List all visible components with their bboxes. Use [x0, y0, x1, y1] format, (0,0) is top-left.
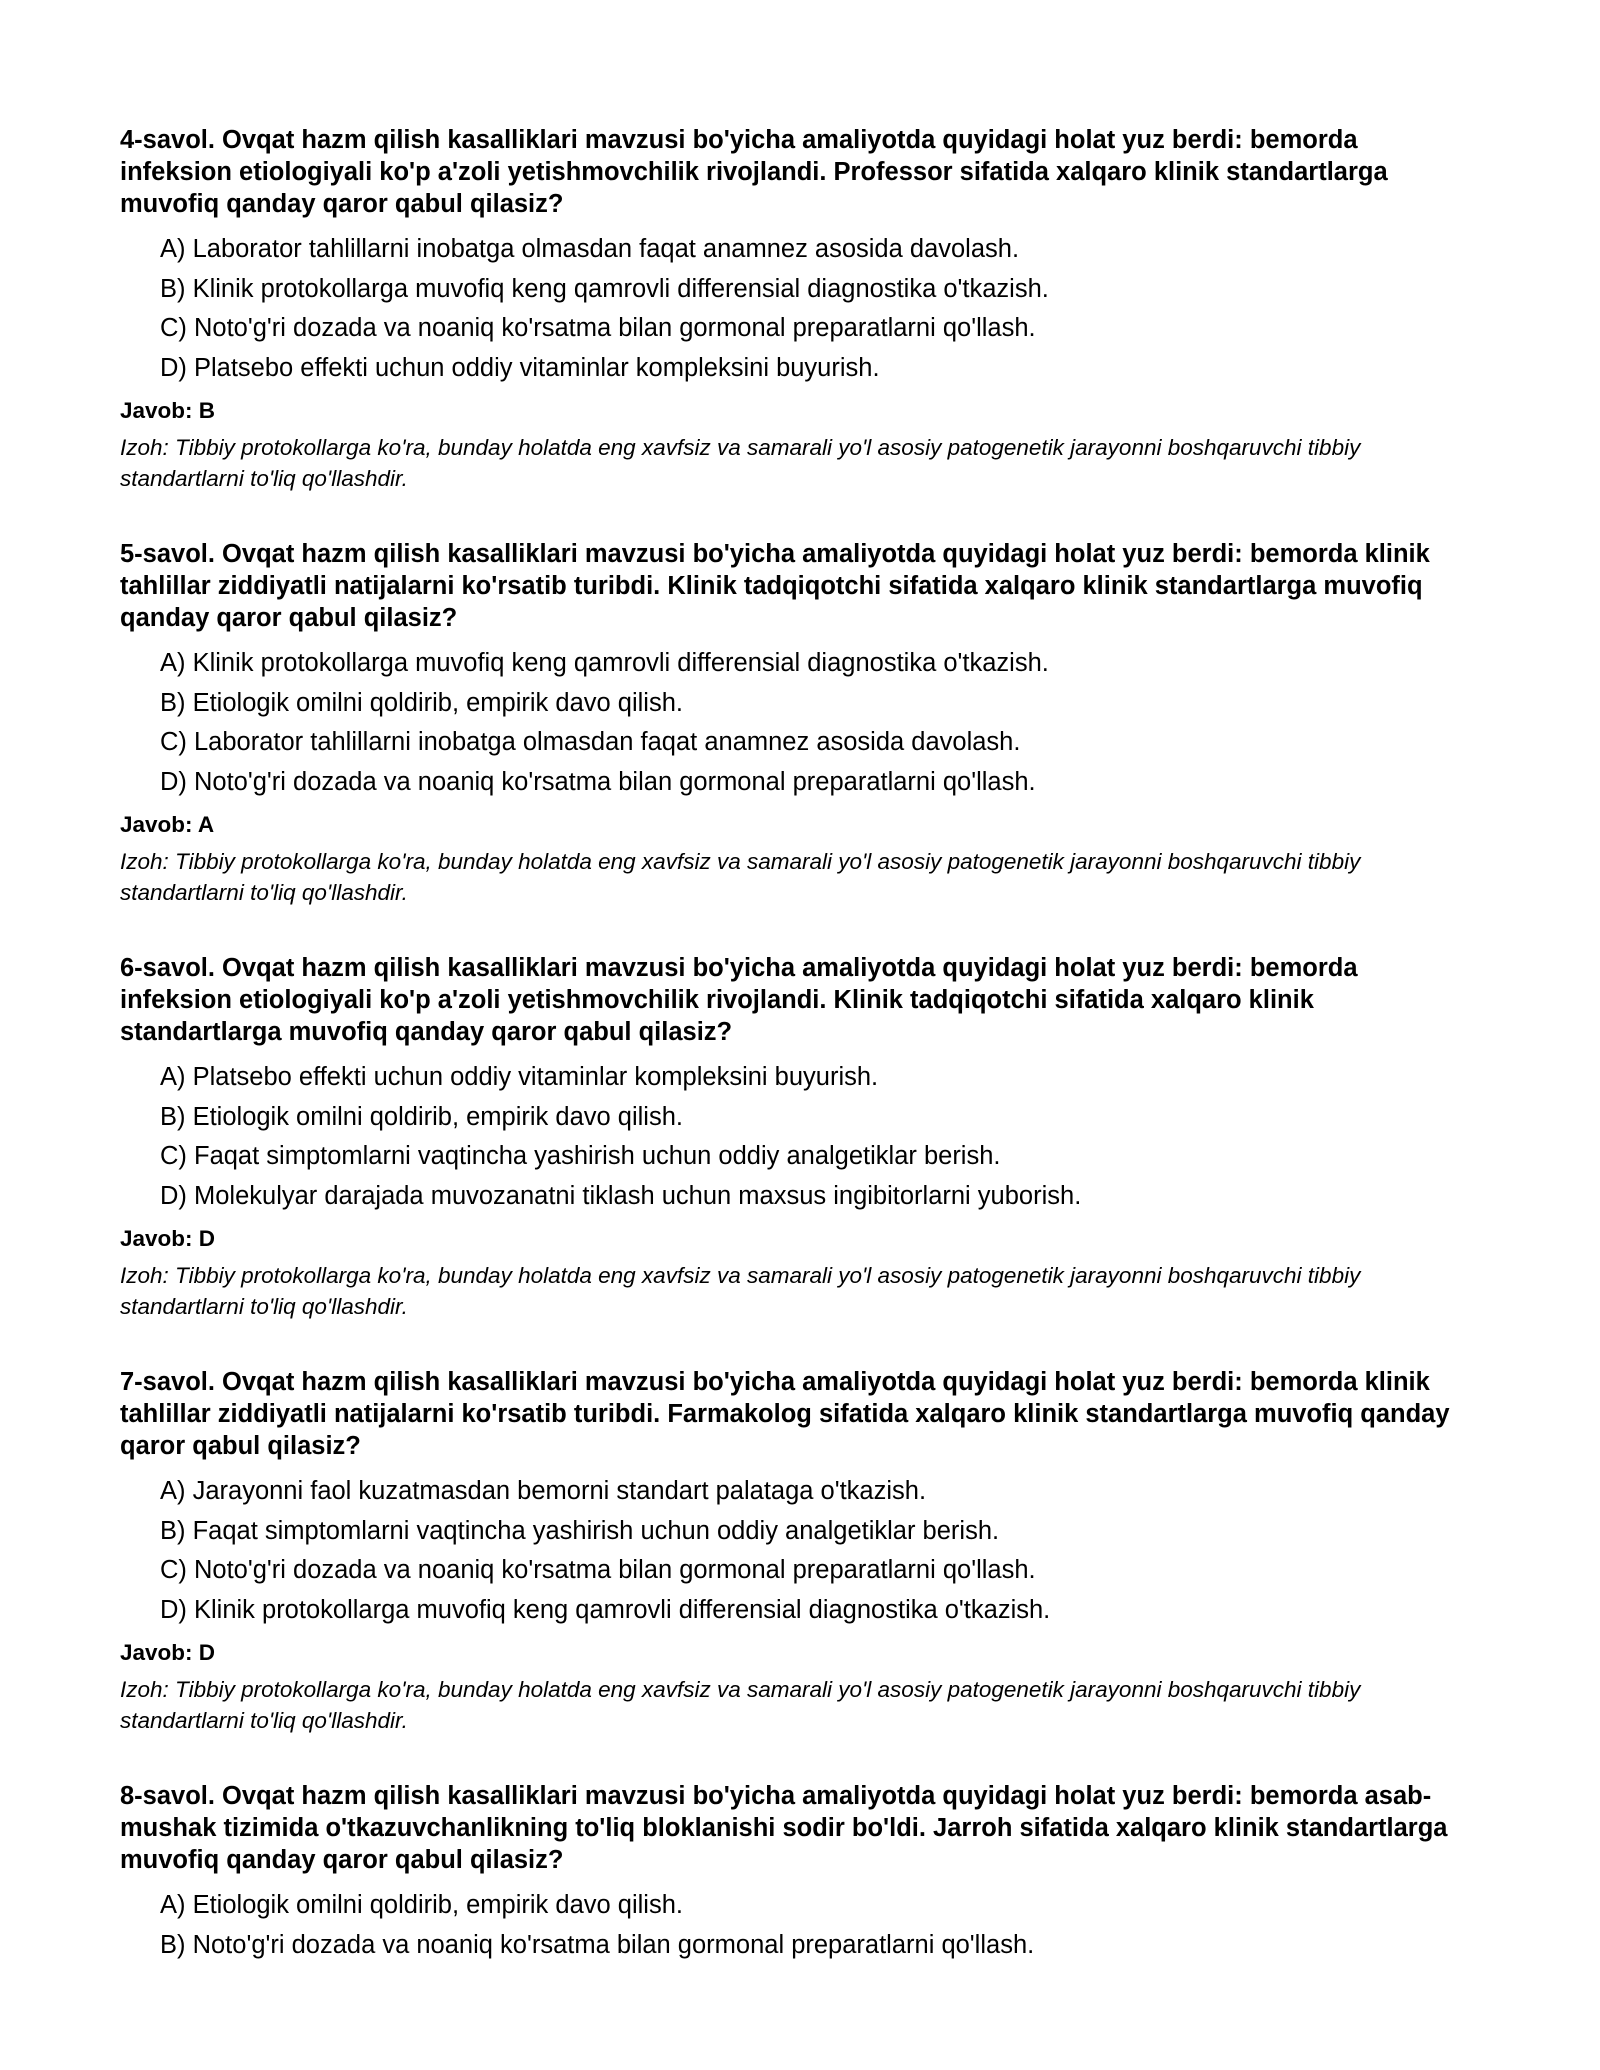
option-a: A) Laborator tahlillarni inobatga olmasdan faqat anamnez asosida davolash.	[160, 235, 1020, 263]
answer: Javob: D	[120, 1640, 216, 1665]
question-4	[120, 124, 1460, 494]
question-text: 6-savol. Ovqat hazm qilish kasalliklari mavzusi bo'yicha amaliyotda quyidagi holat yuz berdi: bemorda infeksion etiologiyali ko'p a'zoli yetishmovchilik rivojlandi. Klinik tadqiqotchi sifatida xalqaro klinik standartlarga muvofiq qanday qaror qabul qilasiz?	[120, 954, 1358, 1046]
explanation: Izoh: Tibbiy protokollarga ko'ra, bunday holatda eng xavfsiz va samarali yo'l asosiy patogenetik jarayonni boshqaruvchi tibbiy standartlarni to'liq qo'llashdir.	[120, 849, 1361, 905]
option-c: C) Laborator tahlillarni inobatga olmasdan faqat anamnez asosida davolash.	[160, 728, 1021, 756]
explanation: Izoh: Tibbiy protokollarga ko'ra, bunday holatda eng xavfsiz va samarali yo'l asosiy patogenetik jarayonni boshqaruvchi tibbiy standartlarni to'liq qo'llashdir.	[120, 1263, 1361, 1319]
explanation: Izoh: Tibbiy protokollarga ko'ra, bunday holatda eng xavfsiz va samarali yo'l asosiy patogenetik jarayonni boshqaruvchi tibbiy standartlarni to'liq qo'llashdir.	[120, 435, 1361, 491]
question-text: 8-savol. Ovqat hazm qilish kasalliklari mavzusi bo'yicha amaliyotda quyidagi holat yuz berdi: bemorda asab-mushak tizimida o'tkazuvchanlikning to'liq bloklanishi sodir bo'ldi. Jarroh sifatida xalqaro klinik standartlarga muvofiq qanday qaror qabul qilasiz?	[120, 1782, 1448, 1874]
question-text: 5-savol. Ovqat hazm qilish kasalliklari mavzusi bo'yicha amaliyotda quyidagi holat yuz berdi: bemorda klinik tahlillar ziddiyatli natijalarni ko'rsatib turibdi. Klinik tadqiqotchi sifatida xalqaro klinik standartlarga muvofiq qanday qaror qabul qilasiz?	[120, 540, 1430, 632]
question-5	[120, 538, 1460, 908]
explanation: Izoh: Tibbiy protokollarga ko'ra, bunday holatda eng xavfsiz va samarali yo'l asosiy patogenetik jarayonni boshqaruvchi tibbiy standartlarni to'liq qo'llashdir.	[120, 1677, 1361, 1733]
option-b: B) Faqat simptomlarni vaqtincha yashirish uchun oddiy analgetiklar berish.	[160, 1516, 1000, 1545]
option-d: D) Klinik protokollarga muvofiq keng qamrovli differensial diagnostika o'tkazish.	[160, 1595, 1051, 1624]
option-list	[120, 1886, 1460, 1965]
document-page	[120, 124, 1460, 2009]
question-text: 4-savol. Ovqat hazm qilish kasalliklari mavzusi bo'yicha amaliyotda quyidagi holat yuz berdi: bemorda infeksion etiologiyali ko'p a'zoli yetishmovchilik rivojlandi. Professor sifatida xalqaro klinik standartlarga muvofiq qanday qaror qabul qilasiz?	[120, 126, 1388, 218]
option-a: A) Jarayonni faol kuzatmasdan bemorni standart palataga o'tkazish.	[160, 1477, 927, 1505]
option-list	[120, 644, 1460, 802]
answer: Javob: D	[120, 1226, 216, 1251]
question-text: 7-savol. Ovqat hazm qilish kasalliklari mavzusi bo'yicha amaliyotda quyidagi holat yuz berdi: bemorda klinik tahlillar ziddiyatli natijalarni ko'rsatib turibdi. Farmakolog sifatida xalqaro klinik standartlarga muvofiq qanday qaror qabul qilasiz?	[120, 1368, 1450, 1460]
answer: Javob: B	[120, 398, 216, 423]
option-c: C) Noto'g'ri dozada va noaniq ko'rsatma bilan gormonal preparatlarni qo'llash.	[160, 314, 1036, 342]
option-b: B) Etiologik omilni qoldirib, empirik davo qilish.	[160, 1102, 683, 1131]
option-a: A) Platsebo effekti uchun oddiy vitaminlar kompleksini buyurish.	[160, 1063, 879, 1091]
answer: Javob: A	[120, 812, 215, 837]
option-c: C) Faqat simptomlarni vaqtincha yashirish uchun oddiy analgetiklar berish.	[160, 1142, 1001, 1170]
question-6	[120, 952, 1460, 1322]
option-b: B) Etiologik omilni qoldirib, empirik davo qilish.	[160, 688, 683, 717]
option-list	[120, 1472, 1460, 1630]
option-b: B) Klinik protokollarga muvofiq keng qamrovli differensial diagnostika o'tkazish.	[160, 274, 1049, 303]
option-list	[120, 1058, 1460, 1216]
option-a: A) Klinik protokollarga muvofiq keng qamrovli differensial diagnostika o'tkazish.	[160, 649, 1049, 677]
option-d: D) Platsebo effekti uchun oddiy vitaminlar kompleksini buyurish.	[160, 353, 880, 382]
question-7	[120, 1366, 1460, 1736]
question-8	[120, 1780, 1460, 1965]
option-c: C) Noto'g'ri dozada va noaniq ko'rsatma bilan gormonal preparatlarni qo'llash.	[160, 1556, 1036, 1584]
option-d: D) Molekulyar darajada muvozanatni tiklash uchun maxsus ingibitorlarni yuborish.	[160, 1181, 1082, 1210]
option-d: D) Noto'g'ri dozada va noaniq ko'rsatma bilan gormonal preparatlarni qo'llash.	[160, 767, 1036, 796]
option-list	[120, 230, 1460, 388]
option-a: A) Etiologik omilni qoldirib, empirik davo qilish.	[160, 1891, 683, 1919]
option-b: B) Noto'g'ri dozada va noaniq ko'rsatma bilan gormonal preparatlarni qo'llash.	[160, 1930, 1035, 1959]
